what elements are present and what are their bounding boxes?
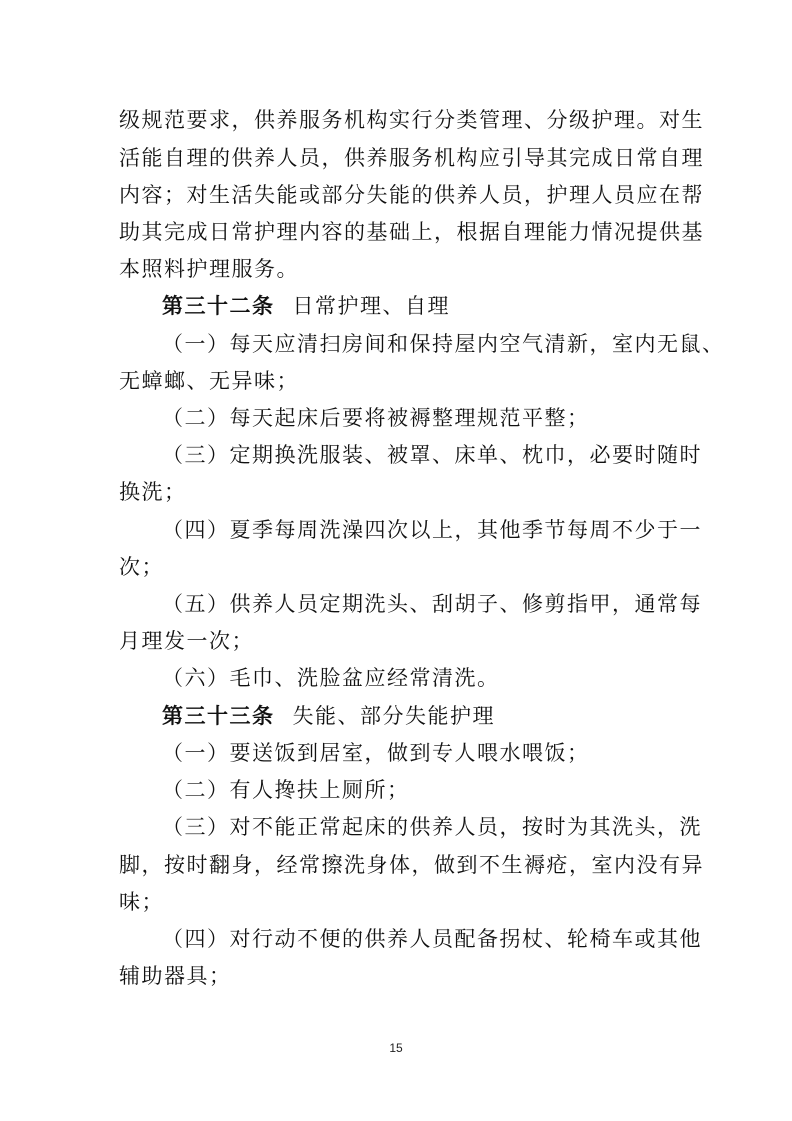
clause-line: （四）对行动不便的供养人员配备拐杖、轮椅车或其他 bbox=[162, 927, 702, 951]
clause-line: 味； bbox=[119, 890, 164, 914]
clause-line: （一）要送饭到居室，做到专人喂水喂饭； bbox=[162, 741, 590, 765]
clause-line: 月理发一次； bbox=[119, 629, 254, 653]
clause-line: 换洗； bbox=[119, 480, 187, 504]
clause-line: 脚，按时翻身，经常擦洗身体，做到不生褥疮，室内没有异 bbox=[119, 853, 704, 877]
article-number: 第三十三条 bbox=[162, 703, 275, 728]
article-32-heading bbox=[162, 293, 675, 319]
clause-line: 辅助器具； bbox=[119, 964, 232, 988]
paragraph-line: 级规范要求，供养服务机构实行分类管理、分级护理。对生 bbox=[119, 108, 704, 132]
clause-line: 次； bbox=[119, 555, 164, 579]
article-title: 日常护理、自理 bbox=[292, 294, 450, 318]
paragraph-line: 助其完成日常护理内容的基础上，根据自理能力情况提供基 bbox=[119, 220, 704, 244]
paragraph-line: 内容；对生活失能或部分失能的供养人员，护理人员应在帮 bbox=[119, 183, 704, 207]
clause-line: （二）每天起床后要将被褥整理规范平整； bbox=[162, 406, 590, 430]
clause-line: （一）每天应清扫房间和保持屋内空气清新，室内无鼠、 bbox=[162, 332, 725, 356]
article-number: 第三十二条 bbox=[162, 293, 275, 318]
clause-line: （四）夏季每周洗澡四次以上，其他季节每周不少于一 bbox=[162, 518, 702, 542]
clause-line: （三）定期换洗服装、被罩、床单、枕巾，必要时随时 bbox=[162, 443, 702, 467]
article-33-heading bbox=[162, 703, 675, 729]
article-title: 失能、部分失能护理 bbox=[292, 704, 495, 728]
clause-line: （五）供养人员定期洗头、刮胡子、修剪指甲，通常每 bbox=[162, 592, 702, 616]
paragraph-line: 本照料护理服务。 bbox=[119, 257, 299, 281]
clause-line: 无蟑螂、无异味； bbox=[119, 369, 299, 393]
paragraph-line: 活能自理的供养人员，供养服务机构应引导其完成日常自理 bbox=[119, 146, 704, 170]
clause-line: （六）毛巾、洗脸盆应经常清洗。 bbox=[162, 666, 500, 690]
clause-line: （二）有人搀扶上厕所； bbox=[162, 778, 410, 802]
clause-line: （三）对不能正常起床的供养人员，按时为其洗头，洗 bbox=[162, 815, 702, 839]
page-number: 15 bbox=[389, 1041, 403, 1055]
